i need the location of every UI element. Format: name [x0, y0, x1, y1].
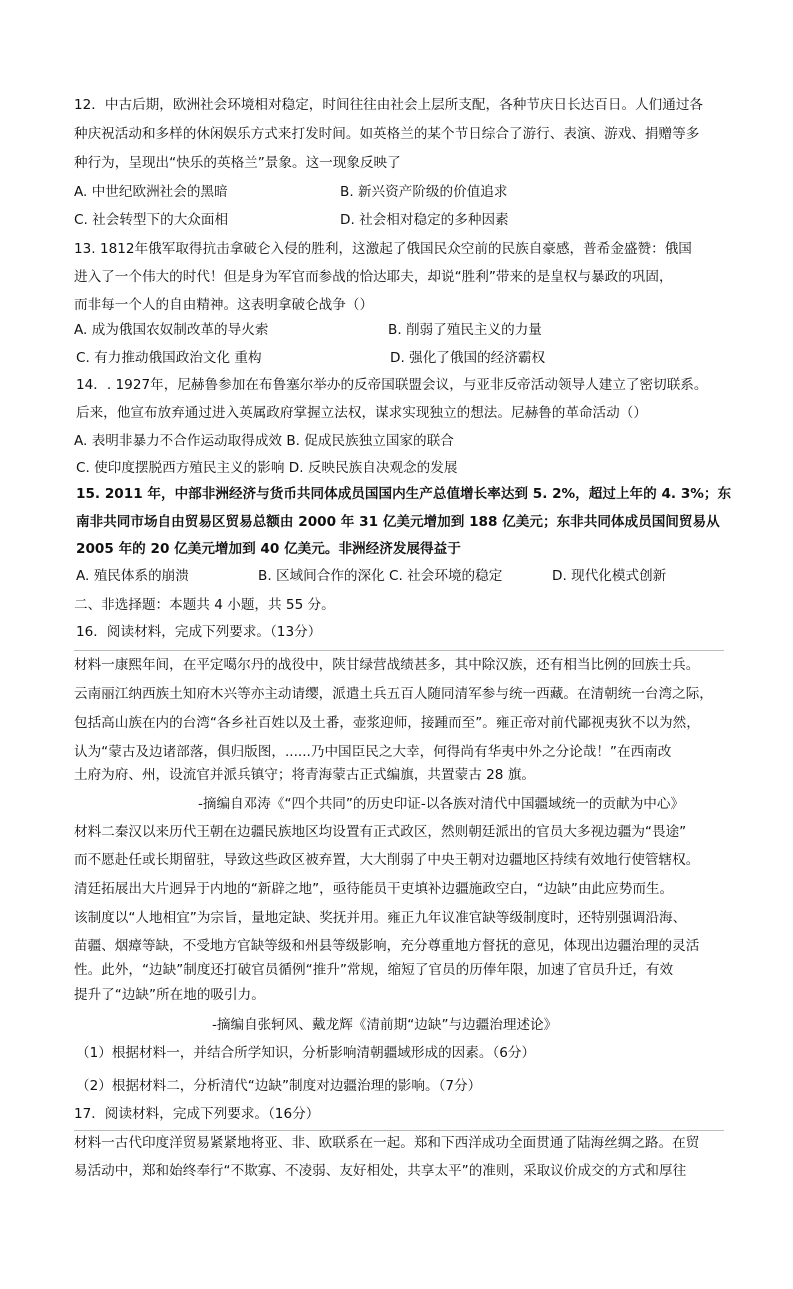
q12-option-b: B. 新兴资产阶级的价值追求 — [340, 184, 508, 200]
q16-material-1-line-3: 包括高山族在内的台湾“各乡社百姓以及土番，壶浆迎师，接踵而至”。雍正帝对前代鄙视夷狄不以为然， — [74, 715, 700, 731]
q15-line-1: 15. 2011 年，中部非洲经济与货币共同体成员国国内生产总值增长率达到 5. 2%，超过上年的 4. 3%；东 — [76, 486, 732, 502]
q14-options-ab: A. 表明非暴力不合作运动取得成效 B. 促成民族独立国家的联合 — [74, 433, 454, 449]
q17-heading: 17．阅读材料，完成下列要求。（16分） — [74, 1106, 320, 1122]
q16-material-1-line-4: 认为“蒙古及边诸部落，俱归版图，......乃中国臣民之大幸，何得尚有华夷中外之分论哉！”在西南改 — [74, 744, 672, 760]
q16-material-2-line-1: 材料二秦汉以来历代王朝在边疆民族地区均设置有正式政区，然则朝廷派出的官员大多视边疆为“畏途” — [74, 824, 687, 840]
q15-option-a: A. 殖民体系的崩溃 — [76, 568, 189, 584]
q16-material-1-line-2: 云南丽江纳西族土知府木兴等亦主动请缨，派遣土兵五百人随同清军参与统一西藏。在清朝统一台湾之际， — [74, 686, 713, 702]
q16-material-1-line-5: 土府为府、州，设流官并派兵镇守；将青海蒙古正式编旗，共置蒙古 28 旗。 — [74, 767, 535, 783]
q15-line-2: 南非共同市场自由贸易区贸易总额由 2000 年 31 亿美元增加到 188 亿美元；东非共同体成员国间贸易从 — [76, 514, 720, 530]
q13-option-b: B. 削弱了殖民主义的力量 — [388, 322, 542, 338]
q15-options-bc: B. 区域间合作的深化 C. 社会环境的稳定 — [258, 568, 503, 584]
q14-line-2: 后来，他宣布放弃通过进入英属政府掌握立法权，谋求实现独立的想法。尼赫鲁的革命活动（） — [76, 405, 647, 421]
q14-line-1: 14．. 1927年，尼赫鲁参加在布鲁塞尔举办的反帝国联盟会议，与亚非反帝活动领导人建立了密切联系。 — [76, 377, 708, 393]
q16-material-2-line-4: 该制度以“人地相宜”为宗旨，量地定缺、奖抚并用。雍正九年议准官缺等级制度时，还特别强调沿海、 — [74, 910, 687, 926]
q16-material-2-source: -摘编自张轲风、戴龙辉《清前期“边缺”与边疆治理述论》 — [212, 1017, 558, 1033]
q15-line-3: 2005 年的 20 亿美元增加到 40 亿美元。非洲经济发展得益于 — [76, 541, 461, 557]
q12-option-d: D. 社会相对稳定的多种因素 — [340, 212, 509, 228]
q16-material-2-line-6: 性。此外，“边缺”制度还打破官员循例“推升”常规，缩短了官员的历俸年限，加速了官员升迁，有效 — [74, 962, 674, 978]
q17-material-1-line-2: 易活动中，郑和始终奉行“不欺寡、不凌弱、友好相处，共享太平”的准则，采取议价成交的方式和厚往 — [74, 1163, 687, 1179]
q15-option-d: D. 现代化模式创新 — [552, 568, 667, 584]
q12-option-a: A. 中世纪欧洲社会的黑暗 — [74, 184, 228, 200]
q14-options-cd: C. 使印度摆脱西方殖民主义的影响 D. 反映民族自决观念的发展 — [76, 460, 458, 476]
q12-line-2: 种庆祝活动和多样的休闲娱乐方式来打发时间。如英格兰的某个节日综合了游行、表演、游戏、捐赠等多 — [74, 126, 700, 142]
q12-line-3: 种行为，呈现出“快乐的英格兰”景象。这一现象反映了 — [74, 155, 401, 171]
divider — [74, 1130, 724, 1131]
q16-heading: 16．阅读材料，完成下列要求。（13分） — [76, 624, 322, 640]
q13-line-1: 13. 1812年俄军取得抗击拿破仑入侵的胜利，这激起了俄国民众空前的民族自豪感，普希金盛赞：俄国 — [74, 241, 692, 257]
q13-option-a: A. 成为俄国农奴制改革的导火索 — [74, 322, 269, 338]
q16-material-2-line-2: 而不愿赴任或长期留驻，导致这些政区被弃置，大大削弱了中央王朝对边疆地区持续有效地行使管辖权。 — [74, 852, 700, 868]
q12-option-c: C. 社会转型下的大众面相 — [74, 212, 229, 228]
q17-material-1-line-1: 材料一古代印度洋贸易紧紧地将亚、非、欧联系在一起。郑和下西洋成功全面贯通了陆海丝绸之路。在贸 — [74, 1135, 700, 1151]
q16-subquestion-1: （1）根据材料一，并结合所学知识，分析影响清朝疆域形成的因素。（6分） — [76, 1045, 536, 1061]
q13-line-2: 进入了一个伟大的时代！但是身为军官而参战的恰达耶夫，却说“胜利”带来的是皇权与暴政的巩固， — [74, 269, 673, 285]
q16-material-1-line-1: 材料一康熙年间，在平定噶尔丹的战役中，陕甘绿营战绩甚多，其中除汉族，还有相当比例的回族士兵。 — [74, 657, 700, 673]
section-2-heading: 二、非选择题：本题共 4 小题，共 55 分。 — [74, 597, 335, 613]
q13-option-d: D. 强化了俄国的经济霸权 — [390, 350, 546, 366]
q12-line-1: 12．中古后期，欧洲社会环境相对稳定，时间往往由社会上层所支配，各种节庆日长达百日。人们通过各 — [74, 97, 704, 113]
q16-material-2-line-5: 苗疆、烟瘴等缺，不受地方官缺等级和州县等级影响，充分尊重地方督抚的意见，体现出边疆治理的灵活 — [74, 938, 700, 954]
q16-material-1-source: -摘编自邓涛《“四个共同”的历史印证-以各族对清代中国疆域统一的贡献为中心》 — [198, 796, 685, 812]
divider — [74, 650, 724, 651]
q13-option-c: C. 有力推动俄国政治文化 重构 — [76, 350, 262, 366]
q16-material-2-line-3: 清廷拓展出大片迥异于内地的“新辟之地”，亟待能员干吏填补边疆施政空白，“边缺”由此应势而生。 — [74, 881, 674, 897]
q13-line-3: 而非每一个人的自由精神。这表明拿破仑战争（） — [74, 297, 374, 313]
q16-material-2-line-7: 提升了“边缺”所在地的吸引力。 — [74, 987, 265, 1003]
q16-subquestion-2: （2）根据材料二，分析清代“边缺”制度对边疆治理的影响。（7分） — [76, 1078, 482, 1094]
